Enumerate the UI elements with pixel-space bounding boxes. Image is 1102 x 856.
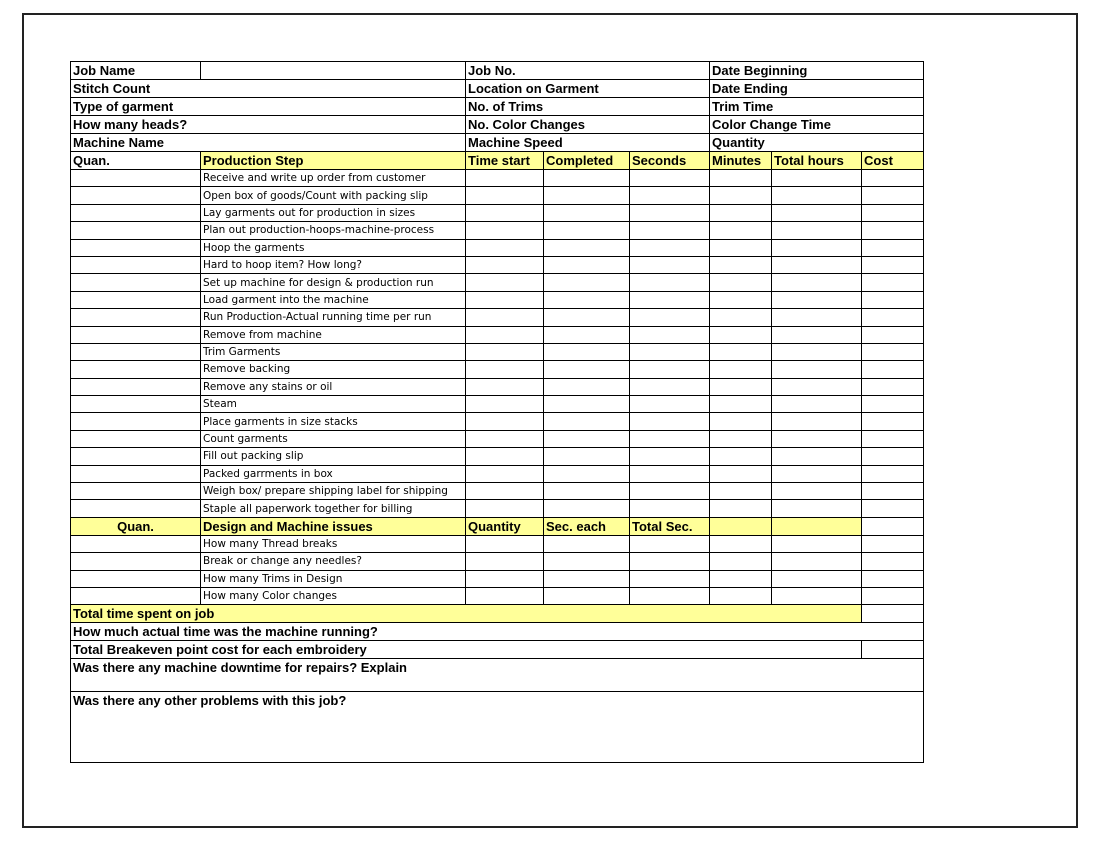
entry-cell[interactable] (630, 291, 710, 308)
design-blank-header-3 (862, 517, 924, 535)
step-label: Count garments (201, 430, 466, 447)
entry-cell[interactable] (862, 378, 924, 395)
entry-cell[interactable] (544, 483, 630, 500)
entry-cell[interactable] (630, 483, 710, 500)
entry-cell[interactable] (544, 396, 630, 413)
entry-cell[interactable] (630, 553, 710, 570)
entry-cell[interactable] (71, 274, 201, 291)
entry-cell[interactable] (772, 256, 862, 273)
entry-cell[interactable] (466, 222, 544, 239)
production-step-row (71, 361, 924, 378)
entry-cell[interactable] (544, 291, 630, 308)
entry-cell[interactable] (71, 361, 201, 378)
entry-cell[interactable] (772, 326, 862, 343)
entry-cell[interactable] (466, 309, 544, 326)
entry-cell[interactable] (630, 343, 710, 360)
entry-cell[interactable] (710, 587, 772, 604)
entry-cell[interactable] (772, 170, 862, 187)
downtime-row (71, 659, 924, 692)
entry-cell[interactable] (544, 204, 630, 221)
entry-cell[interactable] (71, 378, 201, 395)
production-step-row (71, 448, 924, 465)
entry-cell[interactable] (772, 361, 862, 378)
entry-cell[interactable] (544, 448, 630, 465)
header-row-1 (71, 62, 924, 80)
entry-cell[interactable] (630, 378, 710, 395)
entry-cell[interactable] (630, 465, 710, 482)
step-label: Fill out packing slip (201, 448, 466, 465)
production-step-row (71, 430, 924, 447)
entry-cell[interactable] (544, 274, 630, 291)
entry-cell[interactable] (772, 413, 862, 430)
entry-cell[interactable] (772, 222, 862, 239)
entry-cell[interactable] (71, 483, 201, 500)
step-label: Run Production-Actual running time per run (201, 309, 466, 326)
entry-cell[interactable] (710, 361, 772, 378)
other-problems-row (71, 692, 924, 763)
step-label: How many Color changes (201, 587, 466, 604)
entry-cell[interactable] (71, 570, 201, 587)
entry-cell[interactable] (71, 396, 201, 413)
entry-cell[interactable] (466, 361, 544, 378)
step-label: How many Trims in Design (201, 570, 466, 587)
quantity-label: Quantity (710, 134, 924, 152)
breakeven-cost-cell[interactable] (862, 641, 924, 659)
entry-cell[interactable] (710, 309, 772, 326)
job-name-label: Job Name (71, 62, 201, 80)
trim-time-label: Trim Time (710, 98, 924, 116)
design-issue-row (71, 587, 924, 604)
entry-cell[interactable] (466, 343, 544, 360)
entry-cell[interactable] (71, 430, 201, 447)
design-quan-header: Quan. (71, 517, 201, 535)
entry-cell[interactable] (71, 326, 201, 343)
entry-cell[interactable] (466, 413, 544, 430)
entry-cell[interactable] (710, 378, 772, 395)
entry-cell[interactable] (772, 343, 862, 360)
production-step-row (71, 291, 924, 308)
design-sec-each-header: Sec. each (544, 517, 630, 535)
entry-cell[interactable] (862, 256, 924, 273)
entry-cell[interactable] (862, 553, 924, 570)
entry-cell[interactable] (862, 413, 924, 430)
entry-cell[interactable] (466, 430, 544, 447)
entry-cell[interactable] (630, 256, 710, 273)
entry-cell[interactable] (466, 396, 544, 413)
design-blank-header-1 (710, 517, 772, 535)
step-label: Load garment into the machine (201, 291, 466, 308)
entry-cell[interactable] (71, 309, 201, 326)
actual-time-row (71, 623, 924, 641)
col-completed-header: Completed (544, 152, 630, 170)
location-on-garment-label: Location on Garment (466, 80, 710, 98)
entry-cell[interactable] (630, 361, 710, 378)
entry-cell[interactable] (772, 570, 862, 587)
entry-cell[interactable] (710, 239, 772, 256)
entry-cell[interactable] (544, 187, 630, 204)
entry-cell[interactable] (862, 239, 924, 256)
production-step-row (71, 239, 924, 256)
header-row-3 (71, 98, 924, 116)
job-table (70, 61, 924, 763)
entry-cell[interactable] (630, 222, 710, 239)
total-time-row (71, 605, 924, 623)
entry-cell[interactable] (466, 587, 544, 604)
entry-cell[interactable] (862, 361, 924, 378)
entry-cell[interactable] (710, 291, 772, 308)
entry-cell[interactable] (630, 239, 710, 256)
entry-cell[interactable] (544, 553, 630, 570)
entry-cell[interactable] (630, 204, 710, 221)
production-column-headers (71, 152, 924, 170)
design-blank-header-2 (772, 517, 862, 535)
entry-cell[interactable] (772, 535, 862, 552)
entry-cell[interactable] (710, 396, 772, 413)
entry-cell[interactable] (862, 430, 924, 447)
entry-cell[interactable] (710, 222, 772, 239)
production-step-row (71, 343, 924, 360)
entry-cell[interactable] (630, 430, 710, 447)
job-cost-sheet (70, 61, 923, 763)
step-label: Hard to hoop item? How long? (201, 256, 466, 273)
step-label: Receive and write up order from customer (201, 170, 466, 187)
col-production-step-header: Production Step (201, 152, 466, 170)
entry-cell[interactable] (862, 535, 924, 552)
header-row-2 (71, 80, 924, 98)
entry-cell[interactable] (772, 587, 862, 604)
step-label: How many Thread breaks (201, 535, 466, 552)
machine-speed-label: Machine Speed (466, 134, 710, 152)
actual-time-label: How much actual time was the machine running? (71, 623, 924, 641)
machine-name-label: Machine Name (71, 134, 466, 152)
entry-cell[interactable] (544, 535, 630, 552)
entry-cell[interactable] (466, 256, 544, 273)
entry-cell[interactable] (71, 256, 201, 273)
entry-cell[interactable] (544, 378, 630, 395)
entry-cell[interactable] (544, 430, 630, 447)
entry-cell[interactable] (772, 291, 862, 308)
entry-cell[interactable] (630, 413, 710, 430)
header-row-5 (71, 134, 924, 152)
entry-cell[interactable] (466, 187, 544, 204)
entry-cell[interactable] (862, 587, 924, 604)
entry-cell[interactable] (630, 448, 710, 465)
production-step-row (71, 326, 924, 343)
entry-cell[interactable] (630, 396, 710, 413)
stitch-count-label: Stitch Count (71, 80, 466, 98)
entry-cell[interactable] (710, 500, 772, 517)
entry-cell[interactable] (862, 448, 924, 465)
entry-cell[interactable] (544, 256, 630, 273)
entry-cell[interactable] (544, 222, 630, 239)
step-label: Remove from machine (201, 326, 466, 343)
step-label: Plan out production-hoops-machine-process (201, 222, 466, 239)
entry-cell[interactable] (710, 535, 772, 552)
entry-cell[interactable] (71, 553, 201, 570)
entry-cell[interactable] (862, 570, 924, 587)
step-label: Hoop the garments (201, 239, 466, 256)
entry-cell[interactable] (862, 187, 924, 204)
col-total-hours-header: Total hours (772, 152, 862, 170)
entry-cell[interactable] (862, 222, 924, 239)
step-label: Trim Garments (201, 343, 466, 360)
entry-cell[interactable] (862, 396, 924, 413)
entry-cell[interactable] (630, 500, 710, 517)
entry-cell[interactable] (710, 256, 772, 273)
production-step-row (71, 187, 924, 204)
entry-cell[interactable] (71, 413, 201, 430)
entry-cell[interactable] (466, 553, 544, 570)
entry-cell[interactable] (862, 170, 924, 187)
date-beginning-label: Date Beginning (710, 62, 924, 80)
col-quan-header: Quan. (71, 152, 201, 170)
design-issue-row (71, 535, 924, 552)
other-problems-label: Was there any other problems with this job? (71, 692, 924, 763)
entry-cell[interactable] (862, 326, 924, 343)
entry-cell[interactable] (772, 187, 862, 204)
production-step-row (71, 170, 924, 187)
production-step-row (71, 413, 924, 430)
entry-cell[interactable] (710, 483, 772, 500)
header-row-4 (71, 116, 924, 134)
entry-cell[interactable] (772, 483, 862, 500)
production-step-row (71, 378, 924, 395)
step-label: Staple all paperwork together for billing (201, 500, 466, 517)
col-cost-header: Cost (862, 152, 924, 170)
date-ending-label: Date Ending (710, 80, 924, 98)
entry-cell[interactable] (772, 309, 862, 326)
type-of-garment-label: Type of garment (71, 98, 466, 116)
entry-cell[interactable] (544, 343, 630, 360)
entry-cell[interactable] (466, 465, 544, 482)
entry-cell[interactable] (710, 465, 772, 482)
entry-cell[interactable] (862, 204, 924, 221)
entry-cell[interactable] (71, 204, 201, 221)
entry-cell[interactable] (630, 170, 710, 187)
step-label: Remove backing (201, 361, 466, 378)
entry-cell[interactable] (630, 326, 710, 343)
production-step-row (71, 274, 924, 291)
entry-cell[interactable] (71, 448, 201, 465)
step-label: Remove any stains or oil (201, 378, 466, 395)
how-many-heads-label: How many heads? (71, 116, 466, 134)
production-step-row (71, 309, 924, 326)
entry-cell[interactable] (710, 448, 772, 465)
production-step-row (71, 500, 924, 517)
breakeven-label: Total Breakeven point cost for each embroidery (71, 641, 862, 659)
entry-cell[interactable] (71, 587, 201, 604)
entry-cell[interactable] (71, 465, 201, 482)
production-step-row (71, 222, 924, 239)
step-label: Set up machine for design & production run (201, 274, 466, 291)
entry-cell[interactable] (466, 291, 544, 308)
entry-cell[interactable] (71, 291, 201, 308)
step-label: Place garments in size stacks (201, 413, 466, 430)
entry-cell[interactable] (710, 170, 772, 187)
step-label: Break or change any needles? (201, 553, 466, 570)
entry-cell[interactable] (466, 500, 544, 517)
entry-cell[interactable] (544, 361, 630, 378)
entry-cell[interactable] (544, 570, 630, 587)
entry-cell[interactable] (862, 309, 924, 326)
entry-cell[interactable] (544, 309, 630, 326)
entry-cell[interactable] (630, 274, 710, 291)
entry-cell[interactable] (466, 535, 544, 552)
entry-cell[interactable] (710, 413, 772, 430)
entry-cell[interactable] (71, 343, 201, 360)
entry-cell[interactable] (772, 553, 862, 570)
production-step-row (71, 204, 924, 221)
entry-cell[interactable] (466, 326, 544, 343)
entry-cell[interactable] (862, 291, 924, 308)
entry-cell[interactable] (772, 448, 862, 465)
breakeven-row (71, 641, 924, 659)
entry-cell[interactable] (862, 500, 924, 517)
entry-cell[interactable] (862, 274, 924, 291)
design-issues-header: Design and Machine issues (201, 517, 466, 535)
entry-cell[interactable] (466, 448, 544, 465)
entry-cell[interactable] (772, 465, 862, 482)
production-step-row (71, 465, 924, 482)
entry-cell[interactable] (466, 570, 544, 587)
entry-cell[interactable] (544, 587, 630, 604)
entry-cell[interactable] (544, 500, 630, 517)
production-step-row (71, 483, 924, 500)
col-time-start-header: Time start (466, 152, 544, 170)
production-step-row (71, 256, 924, 273)
entry-cell[interactable] (544, 170, 630, 187)
total-time-cost-cell[interactable] (862, 605, 924, 623)
color-change-time-label: Color Change Time (710, 116, 924, 134)
step-label: Packed garrments in box (201, 465, 466, 482)
entry-cell[interactable] (710, 343, 772, 360)
no-of-trims-label: No. of Trims (466, 98, 710, 116)
step-label: Lay garments out for production in sizes (201, 204, 466, 221)
entry-cell[interactable] (630, 587, 710, 604)
design-quantity-header: Quantity (466, 517, 544, 535)
entry-cell[interactable] (466, 274, 544, 291)
job-name-field[interactable] (201, 62, 466, 80)
step-label: Open box of goods/Count with packing slip (201, 187, 466, 204)
entry-cell[interactable] (544, 326, 630, 343)
entry-cell[interactable] (772, 274, 862, 291)
entry-cell[interactable] (772, 396, 862, 413)
entry-cell[interactable] (710, 204, 772, 221)
entry-cell[interactable] (710, 326, 772, 343)
entry-cell[interactable] (71, 500, 201, 517)
design-total-sec-header: Total Sec. (630, 517, 710, 535)
design-issue-row (71, 570, 924, 587)
entry-cell[interactable] (630, 570, 710, 587)
entry-cell[interactable] (466, 378, 544, 395)
downtime-label: Was there any machine downtime for repairs? Explain (71, 659, 924, 692)
no-color-changes-label: No. Color Changes (466, 116, 710, 134)
entry-cell[interactable] (466, 239, 544, 256)
entry-cell[interactable] (710, 553, 772, 570)
entry-cell[interactable] (710, 570, 772, 587)
entry-cell[interactable] (544, 465, 630, 482)
step-label: Steam (201, 396, 466, 413)
entry-cell[interactable] (772, 239, 862, 256)
entry-cell[interactable] (466, 483, 544, 500)
design-issue-row (71, 553, 924, 570)
entry-cell[interactable] (71, 187, 201, 204)
entry-cell[interactable] (630, 535, 710, 552)
entry-cell[interactable] (544, 239, 630, 256)
production-step-row (71, 396, 924, 413)
entry-cell[interactable] (466, 204, 544, 221)
entry-cell[interactable] (630, 187, 710, 204)
entry-cell[interactable] (862, 343, 924, 360)
total-time-label: Total time spent on job (71, 605, 862, 623)
entry-cell[interactable] (772, 378, 862, 395)
entry-cell[interactable] (710, 187, 772, 204)
entry-cell[interactable] (862, 483, 924, 500)
entry-cell[interactable] (772, 430, 862, 447)
entry-cell[interactable] (71, 222, 201, 239)
entry-cell[interactable] (772, 204, 862, 221)
entry-cell[interactable] (71, 239, 201, 256)
entry-cell[interactable] (630, 309, 710, 326)
step-label: Weigh box/ prepare shipping label for shipping (201, 483, 466, 500)
entry-cell[interactable] (544, 413, 630, 430)
col-seconds-header: Seconds (630, 152, 710, 170)
entry-cell[interactable] (710, 430, 772, 447)
entry-cell[interactable] (862, 465, 924, 482)
design-column-headers (71, 517, 924, 535)
col-minutes-header: Minutes (710, 152, 772, 170)
job-no-label: Job No. (466, 62, 710, 80)
entry-cell[interactable] (772, 500, 862, 517)
entry-cell[interactable] (71, 535, 201, 552)
entry-cell[interactable] (466, 170, 544, 187)
entry-cell[interactable] (71, 170, 201, 187)
entry-cell[interactable] (710, 274, 772, 291)
